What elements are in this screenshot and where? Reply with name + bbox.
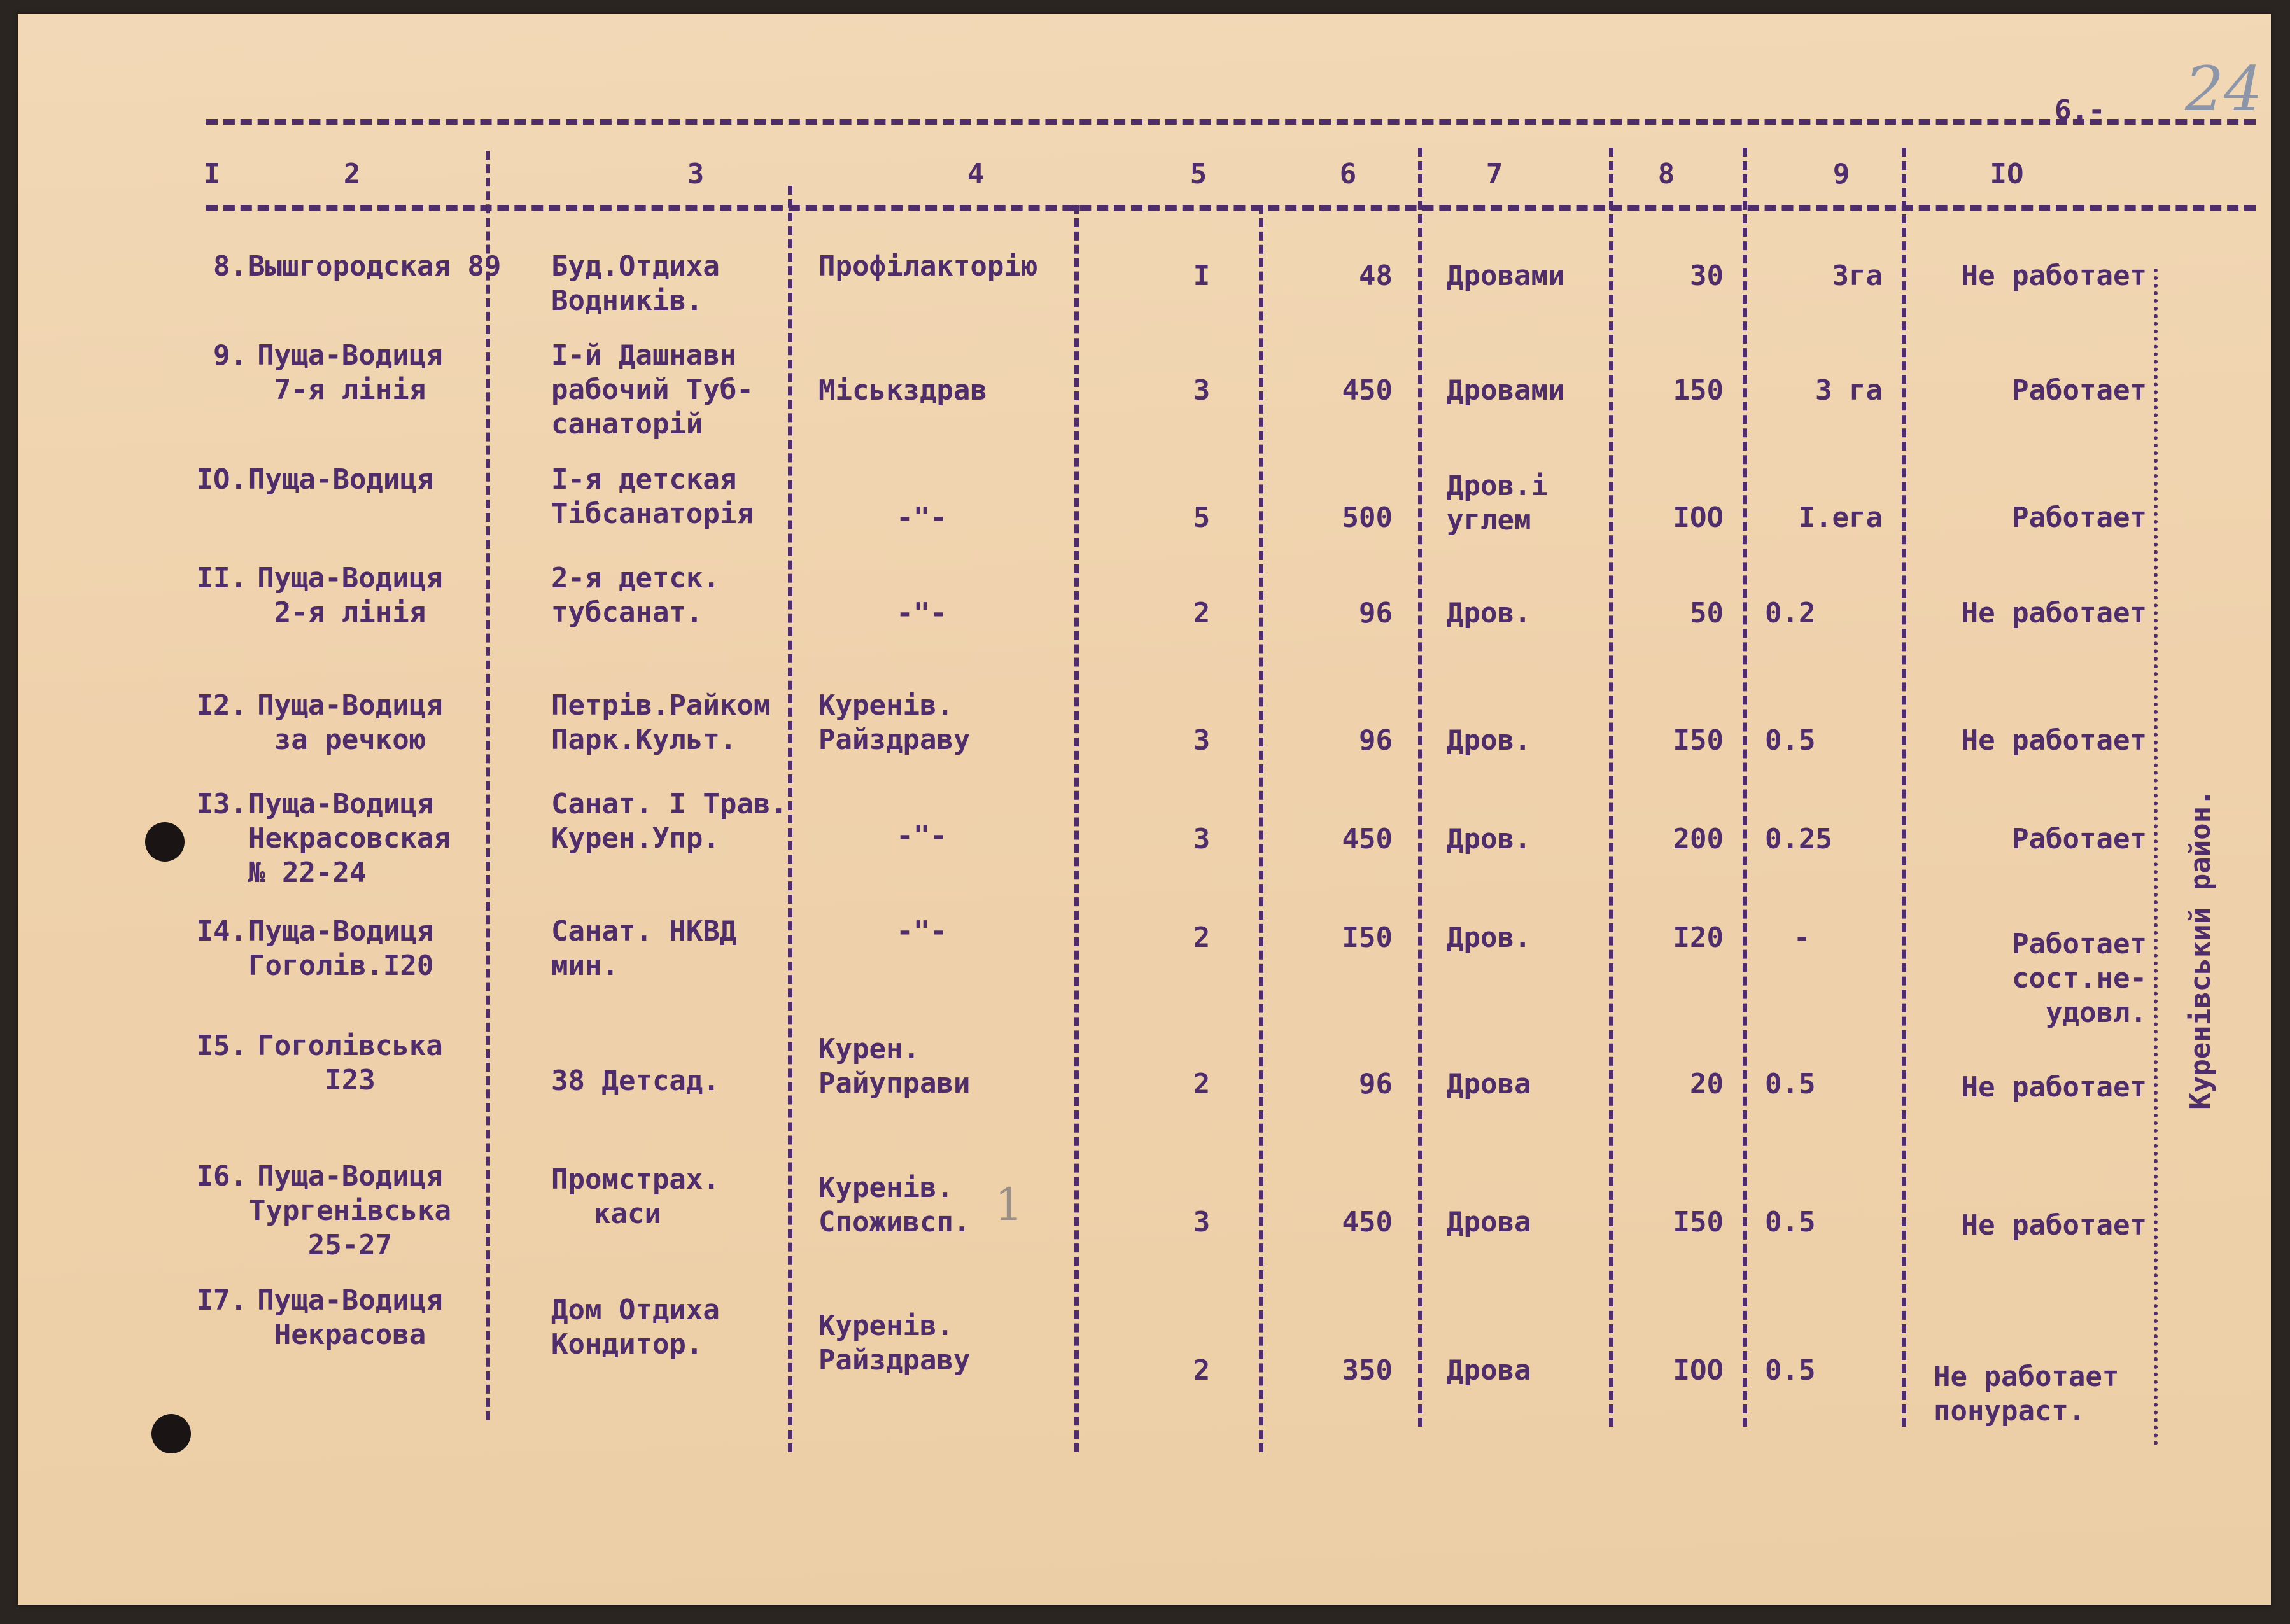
row-col10: Работает	[2012, 823, 2147, 855]
row-col10: Не работает	[1961, 260, 2147, 292]
column-number: 9	[1832, 158, 1850, 190]
column-number: IO	[1990, 158, 2024, 190]
row-col9: -	[1794, 921, 1811, 954]
column-separator	[1259, 205, 1263, 1452]
row-col5: 3	[1193, 823, 1211, 855]
row-col10: Не работает	[1961, 1209, 2147, 1242]
column-number: 7	[1486, 158, 1503, 190]
row-col9: 0.5	[1765, 1354, 1816, 1387]
row-col9: 0.5	[1765, 724, 1816, 757]
row-organization: Куренів. Споживсп.	[818, 1172, 971, 1238]
page-number: 24	[2185, 53, 2263, 125]
row-col9: 0.5	[1765, 1206, 1816, 1238]
column-number: 8	[1657, 158, 1675, 190]
row-col6: 350	[1342, 1354, 1393, 1387]
row-col8: 50	[1690, 597, 1724, 629]
row-col9: 0.2	[1765, 597, 1816, 629]
column-number: 2	[343, 158, 361, 190]
row-col8: 150	[1673, 374, 1724, 407]
row-institution: Санат. НКВД мин.	[551, 915, 737, 982]
row-address: Пуща-Водиця Некрасовская № 22-24	[248, 788, 451, 889]
header-rule-bottom	[206, 205, 2256, 211]
row-organization: Профілакторію	[818, 250, 1038, 283]
row-col10: Не работает	[1961, 597, 2147, 629]
row-organization: Міськздрав	[818, 374, 987, 407]
column-number: 6	[1339, 158, 1357, 190]
row-col7: Дров.і углем	[1447, 470, 1548, 536]
column-number: 5	[1190, 158, 1207, 190]
punch-hole	[145, 822, 185, 862]
row-number: IO.	[196, 463, 247, 496]
row-col6: 96	[1359, 1068, 1393, 1100]
row-col10: Работает сост.не- удовл.	[2012, 928, 2147, 1029]
row-institution: Буд.Отдиха Водників.	[551, 250, 720, 317]
row-col7: Дровами	[1447, 374, 1565, 407]
row-number: I3.	[196, 788, 247, 820]
row-institution: Промстрах. каси	[551, 1163, 720, 1230]
row-address: Пуща-Водиця за речкою	[257, 689, 443, 756]
row-col9: 3 га	[1815, 374, 1883, 407]
row-col5: 2	[1193, 921, 1211, 954]
row-institution: I-й Дашнавн рабочий Туб- санаторій	[551, 339, 754, 440]
column-number: 3	[687, 158, 705, 190]
row-col5: 2	[1193, 597, 1211, 629]
row-number: I6.	[196, 1160, 247, 1193]
pencil-mark: 1	[995, 1179, 1023, 1231]
row-organization: -"-	[896, 501, 947, 534]
row-col7: Дрова	[1447, 1068, 1531, 1100]
row-col6: I50	[1342, 921, 1393, 954]
row-col8: 20	[1690, 1068, 1724, 1100]
row-col7: Дров.	[1447, 921, 1531, 954]
row-organization: -"-	[896, 597, 947, 629]
column-number: I	[203, 158, 221, 190]
row-col8: IOO	[1673, 1354, 1724, 1387]
column-number: 4	[967, 158, 985, 190]
row-col8: I50	[1673, 1206, 1724, 1238]
column-separator	[1743, 148, 1747, 1427]
row-col8: I50	[1673, 724, 1724, 757]
row-number: 8.	[213, 250, 247, 283]
column-separator	[1074, 205, 1079, 1452]
row-number: I2.	[196, 689, 247, 722]
row-col9: 0.25	[1765, 823, 1832, 855]
row-col6: 96	[1359, 724, 1393, 757]
row-col7: Дров.	[1447, 823, 1531, 855]
row-col8: IOO	[1673, 501, 1724, 534]
column-separator	[486, 151, 490, 1420]
row-col6: 500	[1342, 501, 1393, 534]
header-rule-top	[206, 119, 2256, 125]
row-col8: 200	[1673, 823, 1724, 855]
row-address: Пуща-Водиця 2-я лінія	[257, 562, 443, 629]
row-address: Пуща-Водиця 7-я лінія	[257, 339, 443, 406]
row-institution: Петрів.Райком Парк.Культ.	[551, 689, 771, 756]
row-col10: Не работает понураст.	[1934, 1361, 2119, 1427]
row-number: I4.	[196, 915, 247, 948]
row-organization: -"-	[896, 915, 947, 948]
row-col7: Дрова	[1447, 1206, 1531, 1238]
row-col6: 450	[1342, 1206, 1393, 1238]
row-address: Пуща-Водиця Гоголів.I20	[248, 915, 434, 982]
row-col10: Работает	[2012, 374, 2147, 407]
row-col7: Дров.	[1447, 724, 1531, 757]
row-organization: Куренів. Райздраву	[818, 1310, 971, 1376]
document-page	[18, 14, 2271, 1605]
row-address: Пуща-Водиця Тургенівська 25-27	[249, 1160, 451, 1261]
row-number: 9.	[213, 339, 247, 372]
row-address: Гоголівська I23	[257, 1030, 443, 1096]
row-col7: Дрова	[1447, 1354, 1531, 1387]
row-col9: 0.5	[1765, 1068, 1816, 1100]
row-organization: -"-	[896, 820, 947, 852]
row-institution: 2-я детск. тубсанат.	[551, 562, 720, 629]
sheet-marker: 6.-	[2055, 94, 2105, 127]
row-organization: Куренів. Райздраву	[818, 689, 971, 756]
row-col5: I	[1193, 260, 1211, 292]
row-col10: Не работает	[1961, 1071, 2147, 1103]
punch-hole	[151, 1414, 191, 1453]
row-col8: 30	[1690, 260, 1724, 292]
row-institution: Санат. I Трав. Курен.Упр.	[551, 788, 787, 855]
row-col5: 2	[1193, 1068, 1211, 1100]
column-separator	[1418, 148, 1422, 1427]
row-col6: 450	[1342, 374, 1393, 407]
row-col5: 5	[1193, 501, 1211, 534]
district-label: Куренівський район.	[2184, 789, 2217, 1110]
row-col9: 3га	[1832, 260, 1883, 292]
row-col7: Дров.	[1447, 597, 1531, 629]
row-col6: 450	[1342, 823, 1393, 855]
column-separator	[1609, 148, 1613, 1427]
row-address: Пуща-Водиця	[248, 463, 434, 496]
row-address: Вышгородская 89	[248, 250, 502, 283]
column-separator	[788, 186, 792, 1452]
row-col6: 48	[1359, 260, 1393, 292]
row-organization: Курен. Райуправи	[818, 1033, 971, 1100]
row-institution: I-я детская Тібсанаторія	[551, 463, 754, 530]
row-col5: 3	[1193, 1206, 1211, 1238]
row-col5: 3	[1193, 724, 1211, 757]
group-brace	[2154, 269, 2163, 1446]
column-separator	[1902, 148, 1906, 1427]
row-col7: Дровами	[1447, 260, 1565, 292]
row-col8: I20	[1673, 921, 1724, 954]
row-number: II.	[196, 562, 247, 594]
row-col10: Не работает	[1961, 724, 2147, 757]
row-col6: 96	[1359, 597, 1393, 629]
row-address: Пуща-Водиця Некрасова	[257, 1284, 443, 1351]
row-number: I7.	[196, 1284, 247, 1317]
row-col9: I.ега	[1798, 501, 1883, 534]
row-institution: 38 Детсад.	[551, 1065, 720, 1097]
row-col5: 3	[1193, 374, 1211, 407]
row-institution: Дом Отдиха Кондитор.	[551, 1294, 720, 1361]
row-col10: Работает	[2012, 501, 2147, 534]
row-col5: 2	[1193, 1354, 1211, 1387]
row-number: I5.	[196, 1030, 247, 1062]
